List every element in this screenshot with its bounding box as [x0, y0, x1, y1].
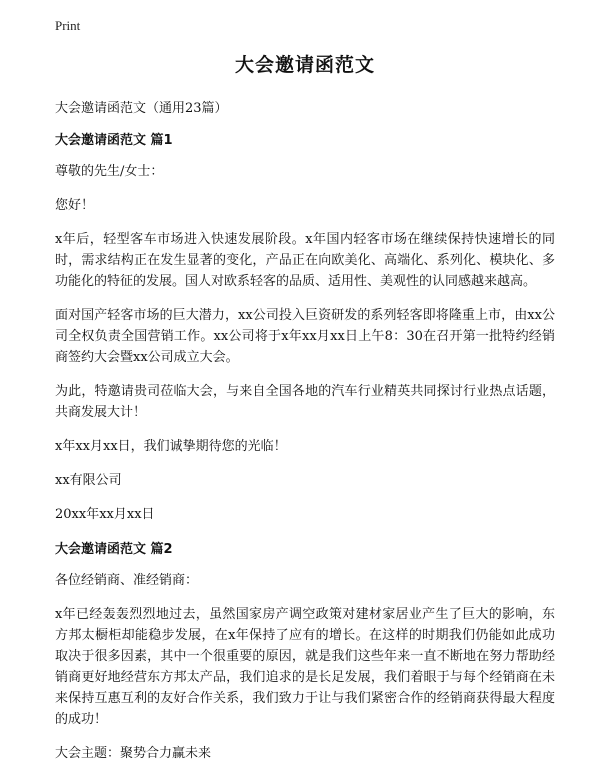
signature-date: 20xx年xx月xx日 [55, 507, 155, 522]
section-heading: 大会邀请函范文 篇1 [55, 133, 173, 148]
section-heading: 大会邀请函范文 篇2 [55, 542, 173, 557]
greeting: 您好！ [55, 198, 95, 213]
body-paragraph: x年后，轻型客车市场进入快速发展阶段。x年国内轻客市场在继续保持快速增长的同时，需求结构正在发生显著的变化，产品正在向欧美化、高端化、系列化、模块化、多功能化的特征的发展。国人对欧系轻客的品质、适用性、美观性的认同感越来越高。 [55, 232, 555, 289]
signature-company: xx有限公司 [55, 473, 122, 488]
body-paragraph: x年xx月xx日，我们诚挚期待您的光临！ [55, 439, 287, 454]
page-title: 大会邀请函范文 [234, 54, 375, 76]
salutation: 各位经销商、准经销商： [55, 573, 199, 588]
document-subtitle: 大会邀请函范文（通用23篇） [55, 101, 228, 116]
body-paragraph: 面对国产轻客市场的巨大潜力，xx公司投入巨资研发的系列轻客即将隆重上市，由xx公司全权负责全国营销工作。xx公司将于x年xx月xx日上午8：30在召开第一批特约经销商签约大会暨xx公司成立大会。 [55, 308, 555, 365]
conference-theme: 大会主题：聚势合力赢未来 [55, 746, 212, 761]
print-label[interactable]: Print [55, 18, 81, 33]
body-paragraph: x年已经轰轰烈烈地过去，虽然国家房产调空政策对建材家居业产生了巨大的影响，东方邦太橱柜却能稳步发展，在x年保持了应有的增长。在这样的时期我们仍能如此成功取决于很多因素，其中一个很重要的原因，就是我们这些年来一直不断地在努力帮助经销商更好地经营东方邦太产品，我们追求的是长足发展，我们着眼于与每个经销商在未来保持互惠互利的友好合作关系，我们致力于让与我们紧密合作的经销商获得最大程度的成功！ [55, 607, 555, 727]
document-body [55, 50, 555, 777]
section-1 [55, 129, 555, 525]
salutation: 尊敬的先生/女士： [55, 164, 164, 179]
body-paragraph: 为此，特邀请贵司莅临大会，与来自全国各地的汽车行业精英共同探讨行业热点话题，共商发展大计！ [55, 384, 555, 420]
section-2 [55, 538, 555, 764]
